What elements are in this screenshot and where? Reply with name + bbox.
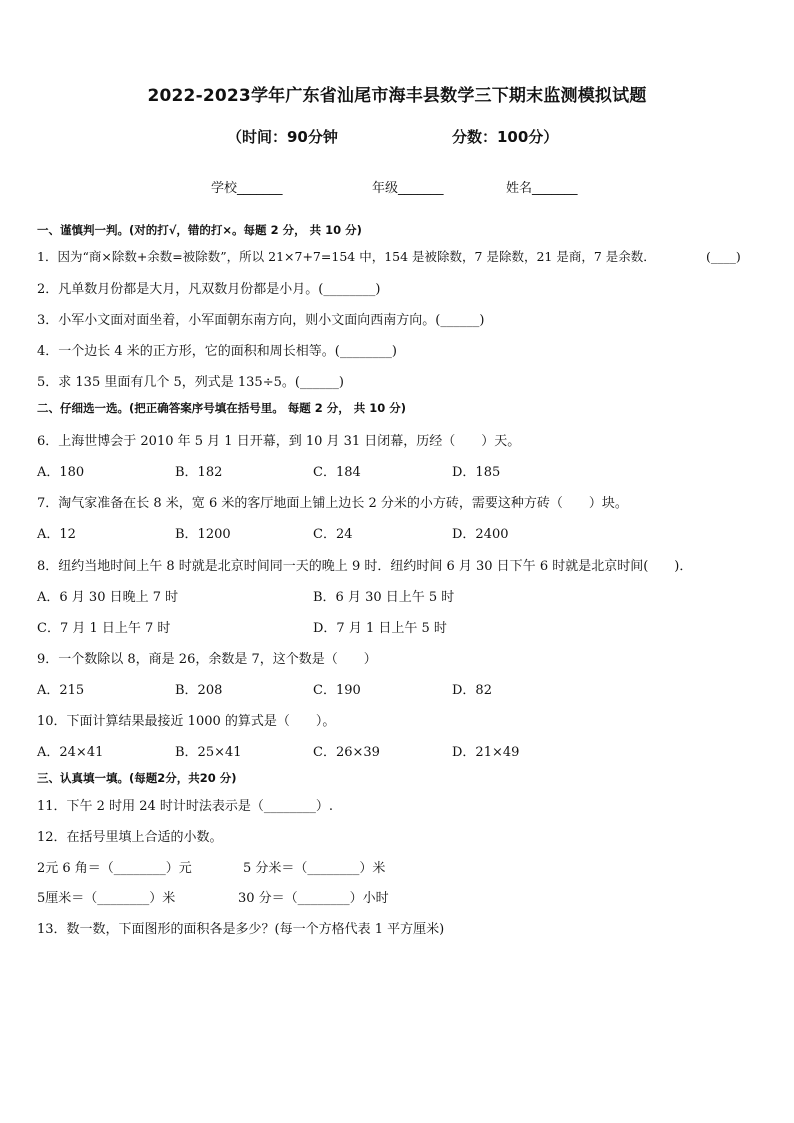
question-12-item-2: 5 分米＝（________）米 [243,861,386,876]
option-10b: B．25×41 [175,745,242,760]
question-13: 13．数一数，下面图形的面积各是多少？(每一个方格代表 1 平方厘米) [37,922,445,937]
question-12-item-1: 2元 6 角＝（________）元 [37,861,192,876]
question-4: 4．一个边长 4 米的正方形，它的面积和周长相等。(________) [37,344,397,359]
section-heading-choice: 二、仔细选一选。(把正确答案序号填在括号里。 每题 2 分， 共 10 分) [37,401,407,415]
option-10a: A．24×41 [37,745,104,760]
school-field: 学校_______ [211,181,283,196]
option-7a: A．12 [37,527,76,542]
option-8c: C．7 月 1 日上午 7 时 [37,621,171,636]
option-10c: C．26×39 [313,745,380,760]
question-5: 5．求 135 里面有几个 5，列式是 135÷5。(______) [37,375,345,390]
option-9c: C．190 [313,683,361,698]
exam-score: 分数：100分） [452,128,559,146]
exam-time: （时间：90分钟 [227,128,338,146]
question-8: 8．纽约当地时间上午 8 时就是北京时间同一天的晚上 9 时．纽约时间 6 月 30 日下午 6 时就是北京时间( )． [37,559,693,574]
option-9a: A．215 [37,683,85,698]
name-field: 姓名_______ [506,181,578,196]
question-1: 1．因为“商×除数+余数=被除数”，所以 21×7+7=154 中，154 是被除数，7 是除数，21 是商，7 是余数． [37,249,656,264]
grade-field: 年级_______ [372,181,444,196]
option-6d: D．185 [452,465,501,480]
option-8d: D．7 月 1 日上午 5 时 [313,621,447,636]
question-11: 11．下午 2 时用 24 时计时法表示是（________）. [37,799,334,814]
page-title: 2022-2023学年广东省汕尾市海丰县数学三下期末监测模拟试题 [147,86,647,106]
question-3: 3．小军小文面对面坐着，小军面朝东南方向，则小文面向西南方向。(______) [37,313,485,328]
option-7c: C．24 [313,527,353,542]
option-7b: B．1200 [175,527,231,542]
question-9: 9．一个数除以 8，商是 26，余数是 7，这个数是（ ） [37,652,377,667]
option-7d: D．2400 [452,527,509,542]
option-6b: B．182 [175,465,223,480]
section-heading-fill: 三、认真填一填。(每题2分，共20 分) [37,771,237,785]
option-6c: C．184 [313,465,361,480]
option-8a: A．6 月 30 日晚上 7 时 [37,590,179,605]
question-12: 12．在括号里填上合适的小数。 [37,830,223,845]
section-heading-judge: 一、谨慎判一判。(对的打√，错的打×。每题 2 分， 共 10 分) [37,223,362,237]
question-1-blank: (____) [706,249,741,264]
option-6a: A．180 [37,465,85,480]
question-2: 2．凡单数月份都是大月，凡双数月份都是小月。(________) [37,282,381,297]
question-7: 7．淘气家准备在长 8 米，宽 6 米的客厅地面上铺上边长 2 分米的小方砖，需要这种方砖（ ）块。 [37,496,628,511]
question-12-item-4: 30 分＝（________）小时 [238,891,389,906]
option-10d: D．21×49 [452,745,520,760]
question-12-item-3: 5厘米＝（________）米 [37,891,176,906]
question-6: 6．上海世博会于 2010 年 5 月 1 日开幕，到 10 月 31 日闭幕，历经（ ）天。 [37,434,521,449]
option-9d: D．82 [452,683,492,698]
option-8b: B．6 月 30 日上午 5 时 [313,590,455,605]
option-9b: B．208 [175,683,223,698]
question-10: 10．下面计算结果最接近 1000 的算式是（ ）。 [37,714,336,729]
